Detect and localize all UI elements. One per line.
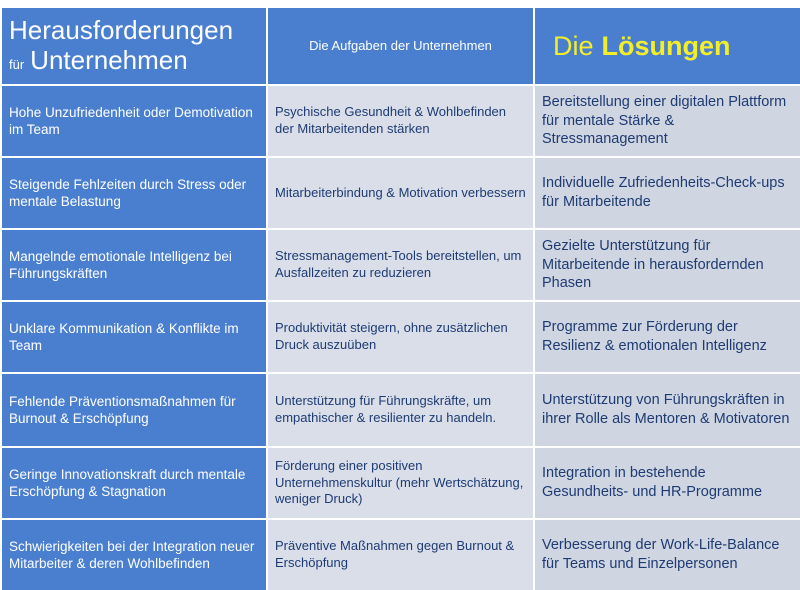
challenge-cell: Hohe Unzufriedenheit oder Demotivation im Team [2, 86, 266, 156]
challenge-cell: Mangelnde emotionale Intelligenz bei Führungskräften [2, 230, 266, 300]
task-cell: Mitarbeiterbindung & Motivation verbessern [268, 158, 533, 228]
header-solutions-label: Lösungen [601, 30, 731, 61]
challenge-cell: Unklare Kommunikation & Konflikte im Team [2, 302, 266, 372]
header-challenges-companies: Unternehmen [30, 45, 188, 75]
header-challenges [2, 8, 266, 84]
header-challenges-for: für [9, 57, 25, 72]
header-tasks [268, 8, 533, 84]
task-cell: Förderung einer positiven Unternehmenskultur (mehr Wertschätzung, weniger Druck) [268, 448, 533, 518]
header-solutions-the: Die [553, 30, 594, 61]
challenge-cell: Schwierigkeiten bei der Integration neuer Mitarbeiter & deren Wohlbefinden [2, 520, 266, 590]
solution-cell: Individuelle Zufriedenheits-Check-ups für Mitarbeitende [535, 158, 800, 228]
challenge-cell: Fehlende Präventionsmaßnahmen für Burnout & Erschöpfung [2, 374, 266, 446]
task-cell: Unterstützung für Führungskräfte, um empathischer & resilienter zu handeln. [268, 374, 533, 446]
solution-cell: Integration in bestehende Gesundheits- und HR-Programme [535, 448, 800, 518]
challenge-cell: Geringe Innovationskraft durch mentale Erschöpfung & Stagnation [2, 448, 266, 518]
header-challenges-title: Herausforderungen [9, 15, 234, 46]
task-cell: Psychische Gesundheit & Wohlbefinden der Mitarbeitenden stärken [268, 86, 533, 156]
task-cell: Präventive Maßnahmen gegen Burnout & Erschöpfung [268, 520, 533, 590]
task-cell: Produktivität steigern, ohne zusätzlichen Druck auszuüben [268, 302, 533, 372]
header-challenges-subtitle [9, 46, 188, 76]
solution-cell: Programme zur Förderung der Resilienz & emotionalen Intelligenz [535, 302, 800, 372]
header-tasks-label: Die Aufgaben der Unternehmen [309, 37, 492, 53]
solution-cell: Bereitstellung einer digitalen Plattform für mentale Stärke & Stressmanagement [535, 86, 800, 156]
challenge-cell: Steigende Fehlzeiten durch Stress oder mentale Belastung [2, 158, 266, 228]
challenges-table [2, 8, 798, 590]
header-solutions [535, 8, 800, 84]
solution-cell: Verbesserung der Work-Life-Balance für Teams und Einzelpersonen [535, 520, 800, 590]
solution-cell: Gezielte Unterstützung für Mitarbeitende in herausfordernden Phasen [535, 230, 800, 300]
solution-cell: Unterstützung von Führungskräften in ihrer Rolle als Mentoren & Motivatoren [535, 374, 800, 446]
task-cell: Stressmanagement-Tools bereitstellen, um Ausfallzeiten zu reduzieren [268, 230, 533, 300]
